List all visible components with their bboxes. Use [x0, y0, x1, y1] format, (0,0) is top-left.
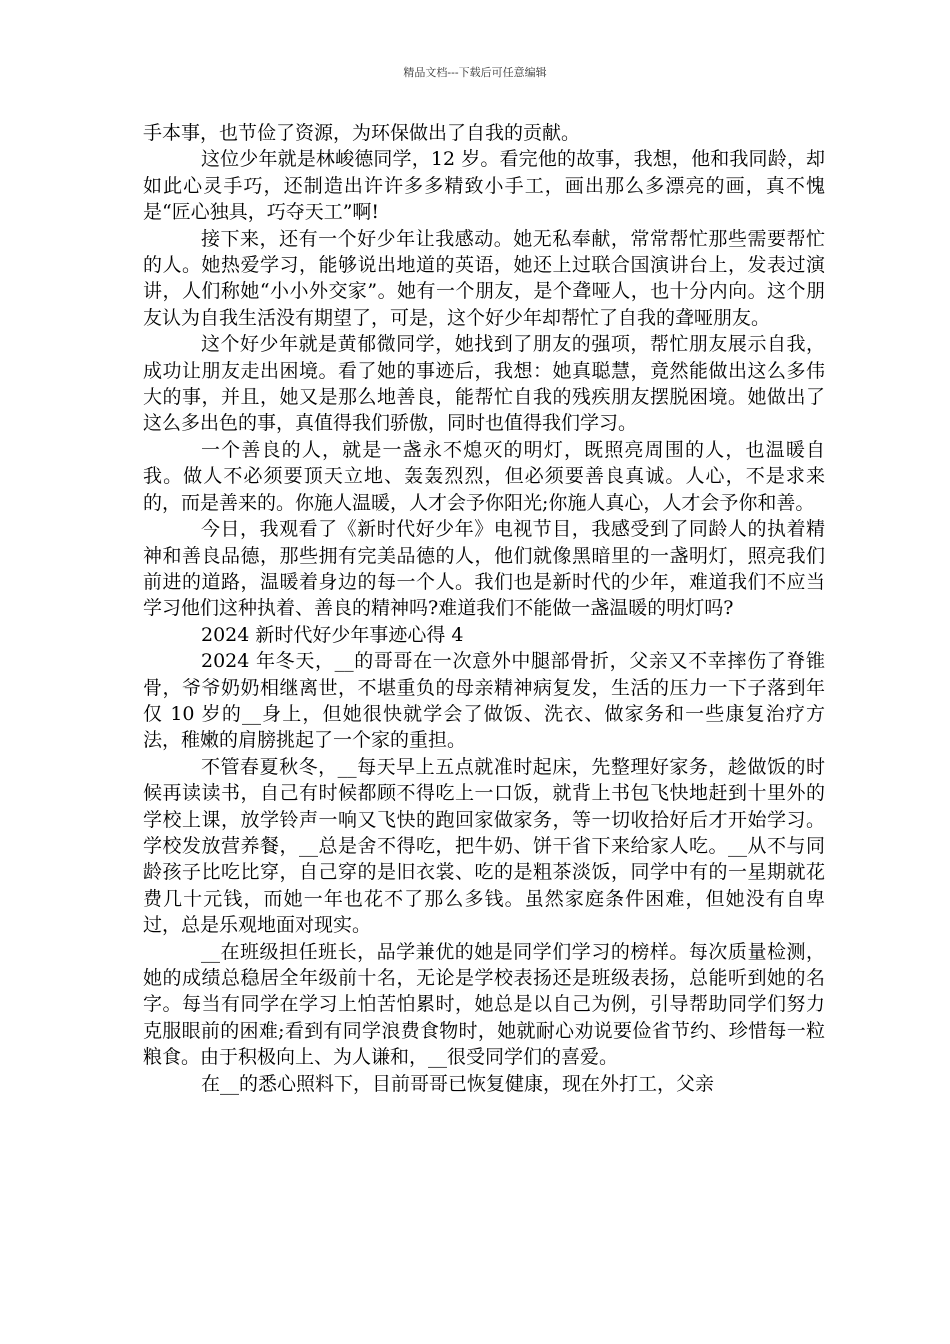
paragraph-7: 2024 年冬天，__的哥哥在一次意外中腿部骨折，父亲又不幸摔伤了脊锥骨，爷爷奶奶相继离世，不堪重负的母亲精神病复发，生活的压力一下子落到年仅 10 岁的__身上，但她很快就学会了做饭、洗衣、做家务和一些康复治疗方法，稚嫩的肩膀挑起了一个家的重担。	[143, 650, 825, 752]
paragraph-3: 接下来，还有一个好少年让我感动。她无私奉献，常常帮忙那些需要帮忙的人。她热爱学习，能够说出地道的英语，她还上过联合国演讲台上，发表过演讲，人们称她“小小外交家”。她有一个朋友，是个聋哑人，也十分内向。这个朋友认为自我生活没有期望了，可是，这个好少年却帮忙了自我的聋哑朋友。	[143, 227, 825, 329]
section-heading: 2024 新时代好少年事迹心得 4	[201, 623, 464, 646]
paragraph-10: 在__的悉心照料下，目前哥哥已恢复健康，现在外打工，父亲	[201, 1072, 715, 1095]
paragraph-6: 今日，我观看了《新时代好少年》电视节目，我感受到了同龄人的执着精神和善良品德，那些拥有完美品德的人，他们就像黑暗里的一盏明灯，照亮我们前进的道路，温暖着身边的每一个人。我们也是新时代的少年，难道我们不应当学习他们这种执着、善良的精神吗?难道我们不能做一盏温暖的明灯吗?	[143, 518, 825, 620]
paragraph-1: 手本事，也节俭了资源，为环保做出了自我的贡献。	[143, 122, 581, 144]
paragraph-2: 这位少年就是林峻德同学，12 岁。看完他的故事，我想，他和我同龄，却如此心灵手巧，还制造出许许多多精致小手工，画出那么多漂亮的画，真不愧是“匠心独具，巧夺天工”啊!	[143, 148, 825, 224]
paragraph-4: 这个好少年就是黄郁微同学，她找到了朋友的强项，帮忙朋友展示自我，成功让朋友走出困境。看了她的事迹后，我想：她真聪慧，竟然能做出这么多伟大的事，并且，她又是那么地善良，能帮忙自我的残疾朋友摆脱困境。她做出了这么多出色的事，真值得我们骄傲，同时也值得我们学习。	[143, 333, 825, 435]
document-body	[143, 120, 825, 1097]
paragraph-5: 一个善良的人，就是一盏永不熄灭的明灯，既照亮周围的人，也温暖自我。做人不必须要顶天立地、轰轰烈烈，但必须要善良真诚。人心，不是求来的，而是善来的。你施人温暖，人才会予你阳光;你施人真心，人才会予你和善。	[143, 438, 825, 514]
paragraph-8: 不管春夏秋冬，__每天早上五点就准时起床，先整理好家务，趁做饭的时候再读读书，自己有时候都顾不得吃上一口饭，就背上书包飞快地赶到十里外的学校上课，放学铃声一响又飞快的跑回家做家务，等一切收拾好后才开始学习。学校发放营养餐，__总是舍不得吃，把牛奶、饼干省下来给家人吃。__从不与同龄孩子比吃比穿，自己穿的是旧衣裳、吃的是粗茶淡饭，同学中有的一星期就花费几十元钱，而她一年也花不了那么多钱。虽然家庭条件困难，但她没有自卑过，总是乐观地面对现实。	[143, 755, 825, 937]
page-header: 精品文档---下载后可任意编辑	[403, 66, 547, 79]
paragraph-9: __在班级担任班长，品学兼优的她是同学们学习的榜样。每次质量检测，她的成绩总稳居全年级前十名，无论是学校表扬还是班级表扬，总能听到她的名字。每当有同学在学习上怕苦怕累时，她总是以自己为例，引导帮助同学们努力克服眼前的困难;看到有同学浪费食物时，她就耐心劝说要俭省节约、珍惜每一粒粮食。由于积极向上、为人谦和，__很受同学们的喜爱。	[143, 940, 825, 1069]
